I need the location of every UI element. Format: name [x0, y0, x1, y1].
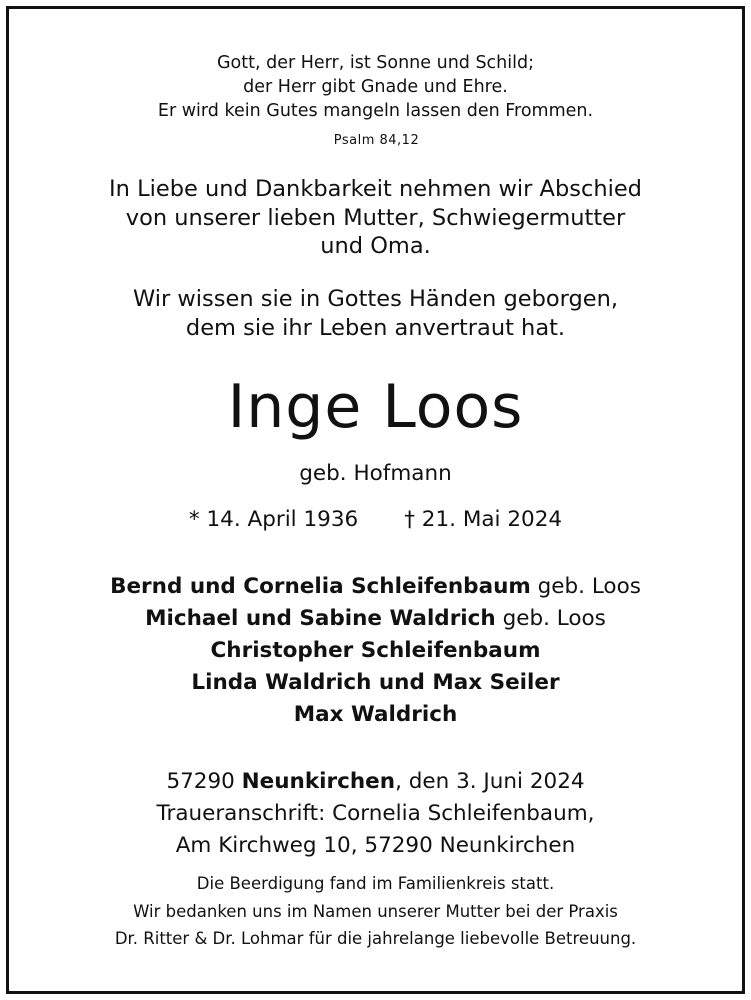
note-line: Wir bedanken uns im Namen unserer Mutter bei der Praxis: [133, 901, 618, 921]
mourner-entry: Linda Waldrich und Max Seiler: [191, 670, 560, 695]
mourners-list: [0, 571, 751, 731]
mourning-address: Traueranschrift: Cornelia Schleifenbaum,: [156, 801, 595, 826]
farewell-line: und Oma.: [320, 233, 431, 259]
mourning-address-street: Am Kirchweg 10, 57290 Neunkirchen: [175, 833, 576, 858]
mourner-entry: Max Waldrich: [293, 702, 458, 727]
farewell-line: In Liebe und Dankbarkeit nehmen wir Abschied: [109, 176, 642, 202]
farewell-line: von unserer lieben Mutter, Schwiegermutter: [125, 204, 626, 231]
birth-date: * 14. April 1936: [188, 507, 359, 532]
bible-verse: [0, 51, 751, 123]
faith-line: dem sie ihr Leben anvertraut hat.: [185, 314, 566, 341]
verse-reference: [0, 133, 751, 148]
mourner-entry: Christopher Schleifenbaum: [210, 638, 541, 663]
faith-line: Wir wissen sie in Gottes Händen geborgen,: [132, 286, 619, 312]
maiden-name: geb. Hofmann: [299, 461, 452, 486]
verse-reference-text: Psalm 84,12: [333, 133, 420, 148]
faith-text: [0, 285, 751, 342]
deceased-name: Inge Loos: [227, 372, 524, 442]
place-and-address: [0, 766, 751, 862]
death-date: † 21. Mai 2024: [404, 507, 563, 532]
place-date: 57290 Neunkirchen, den 3. Juni 2024: [166, 769, 585, 794]
mourner-entry: Bernd und Cornelia Schleifenbaum geb. Loos: [110, 574, 641, 599]
verse-line: Gott, der Herr, ist Sonne und Schild;: [216, 53, 535, 73]
verse-line: der Herr gibt Gnade und Ehre.: [243, 77, 508, 97]
farewell-text: [0, 175, 751, 261]
note-line: Die Beerdigung fand im Familienkreis statt.: [196, 874, 555, 893]
note-line: Dr. Ritter & Dr. Lohmar für die jahrelange liebevolle Betreuung.: [114, 929, 637, 948]
verse-line: Er wird kein Gutes mangeln lassen den Frommen.: [157, 101, 594, 121]
mourner-entry: Michael und Sabine Waldrich geb. Loos: [145, 606, 606, 631]
closing-notes: [0, 870, 751, 953]
life-dates: [0, 506, 751, 534]
